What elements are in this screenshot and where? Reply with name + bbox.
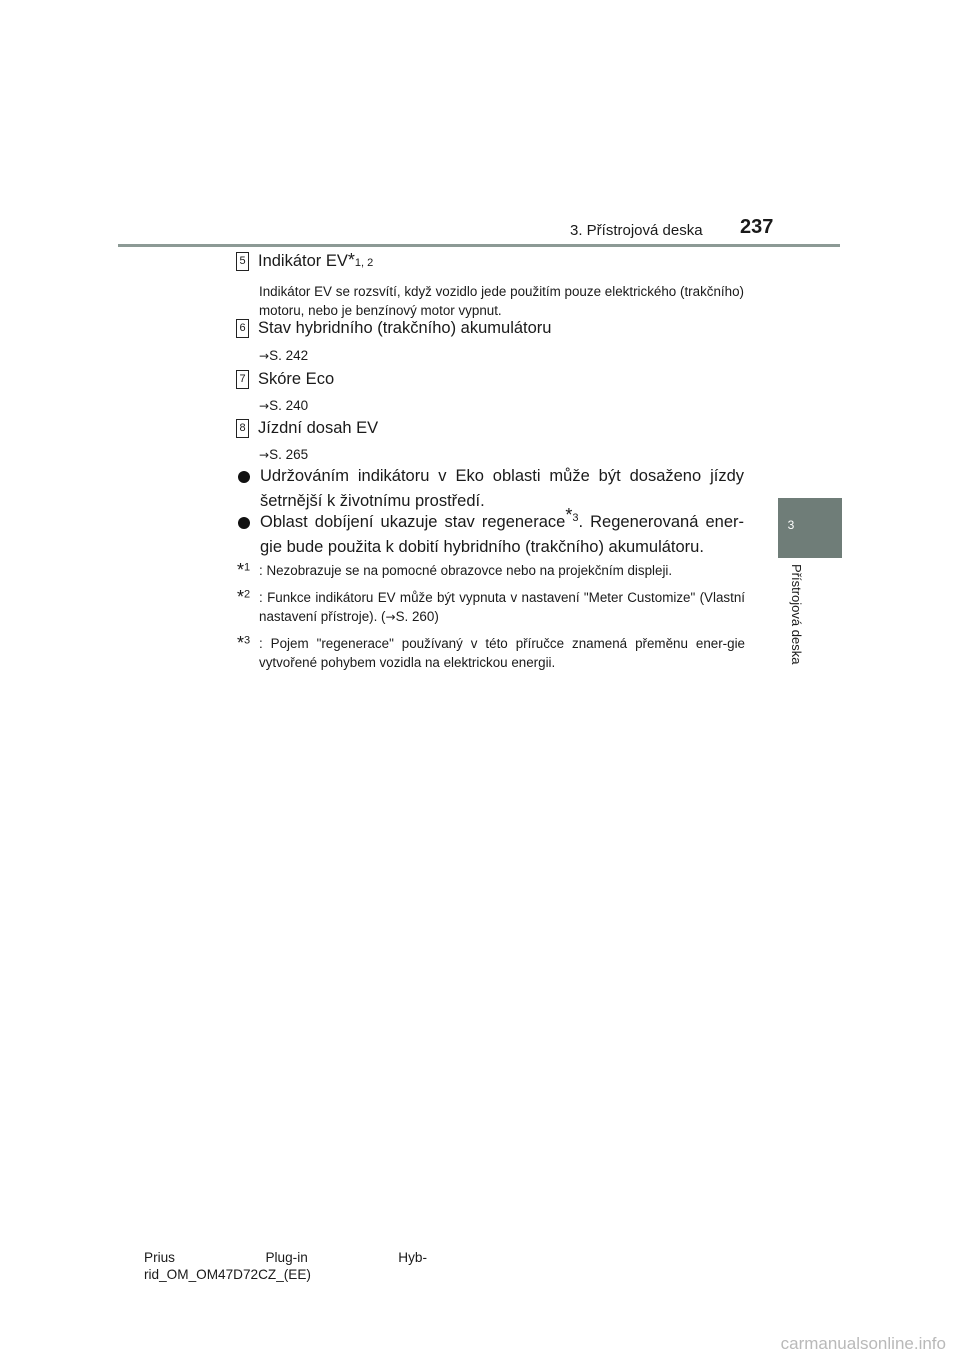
footnote-text: : Nezobrazuje se na pomocné obrazovce nebo na projekčním displeji. [259, 563, 673, 578]
footnote-text-part: ) [434, 609, 439, 624]
section-title: 3. Přístrojová deska [570, 222, 703, 239]
item-title: Skóre Eco [258, 370, 335, 388]
footnote [237, 588, 745, 627]
footnote-mark [237, 588, 250, 608]
footnote-ref-numbers: 3 [572, 511, 579, 524]
item-number-badge: 6 [236, 319, 249, 338]
arrow-right-icon: → [259, 349, 270, 363]
footnote-ref-numbers: 1, 2 [354, 257, 374, 269]
page-reference-text: S. 265 [269, 447, 309, 462]
footer-doc-code: rid_OM_OM47D72CZ_(EE) [144, 1267, 311, 1282]
item-title: Stav hybridního (trakčního) akumulátoru [258, 319, 552, 337]
footnote-number: 3 [244, 634, 251, 647]
item-number-badge: 7 [236, 370, 249, 389]
item-8-heading [236, 419, 378, 438]
asterisk-icon: * [237, 633, 245, 653]
page-reference [259, 348, 308, 363]
item-description: Indikátor EV se rozsvítí, když vozidlo jede použitím pouze elektrického (trakčního) motoru, nebo je benzínový motor vypnut. [259, 284, 744, 318]
arrow-right-icon: → [259, 399, 270, 413]
item-6-heading [236, 319, 551, 338]
footnote [237, 634, 745, 672]
item-7-heading [236, 370, 334, 389]
bullet-text-part: . Regenerovaná ener-gie bude použita k dobití hybridního (trakčního) akumulátoru. [260, 513, 744, 556]
footnote-text-part: : Funkce indikátoru EV může být vypnuta v nastavení "Meter Customize" (Vlastní nastavení přístroje). ( [259, 590, 745, 624]
asterisk-icon: * [347, 250, 355, 270]
footnote-mark [237, 561, 250, 581]
footnote-ref [347, 250, 374, 270]
asterisk-icon: * [237, 587, 245, 607]
chapter-number: 3 [787, 518, 795, 532]
footnote-text: : Pojem "regenerace" používaný v této příručce znamená přeměnu ener-gie vytvořené pohybem vozidla na elektrickou energii. [259, 636, 745, 670]
bullet-item [238, 504, 744, 560]
item-5-heading [236, 252, 373, 271]
chapter-tab [778, 498, 842, 558]
asterisk-icon: * [565, 504, 573, 525]
page-reference-text: S. 240 [269, 398, 309, 413]
bullet-icon [238, 471, 250, 483]
footnote-ref [565, 504, 579, 525]
chapter-label: Přístrojová deska [789, 564, 804, 665]
footer-hybrid: Hyb- [398, 1250, 427, 1265]
item-number-badge: 8 [236, 419, 249, 438]
item-title: Jízdní dosah EV [258, 419, 379, 437]
page-reference [259, 447, 308, 462]
footer-variant: Plug-in [265, 1250, 308, 1265]
bullet-text [238, 504, 744, 560]
page-reference-text: S. 242 [269, 348, 309, 363]
bullet-text-part: Oblast dobíjení ukazuje stav regenerace [260, 513, 566, 531]
footnote [237, 561, 745, 580]
page-reference-text: S. 260 [395, 609, 435, 624]
page-reference [259, 398, 308, 413]
arrow-right-icon: → [259, 448, 270, 462]
bullet-icon [238, 517, 250, 529]
asterisk-icon: * [237, 560, 245, 580]
footnote-text [237, 588, 745, 627]
arrow-right-icon: → [385, 610, 396, 624]
header-divider [118, 244, 840, 247]
bullet-item [238, 464, 744, 514]
bullet-text: Udržováním indikátoru v Eko oblasti může být dosaženo jízdy šetrnější k životnímu prostředí. [260, 467, 744, 510]
item-number-badge: 5 [236, 252, 249, 271]
footnote-number: 1 [244, 561, 251, 574]
watermark: carmanualsonline.info [780, 1334, 946, 1353]
footer-model: Prius [144, 1250, 175, 1265]
item-title: Indikátor EV [258, 252, 348, 270]
footnote-mark [237, 634, 250, 654]
page-number: 237 [740, 216, 774, 238]
footnote-number: 2 [244, 588, 251, 601]
document-footer [144, 1249, 427, 1283]
